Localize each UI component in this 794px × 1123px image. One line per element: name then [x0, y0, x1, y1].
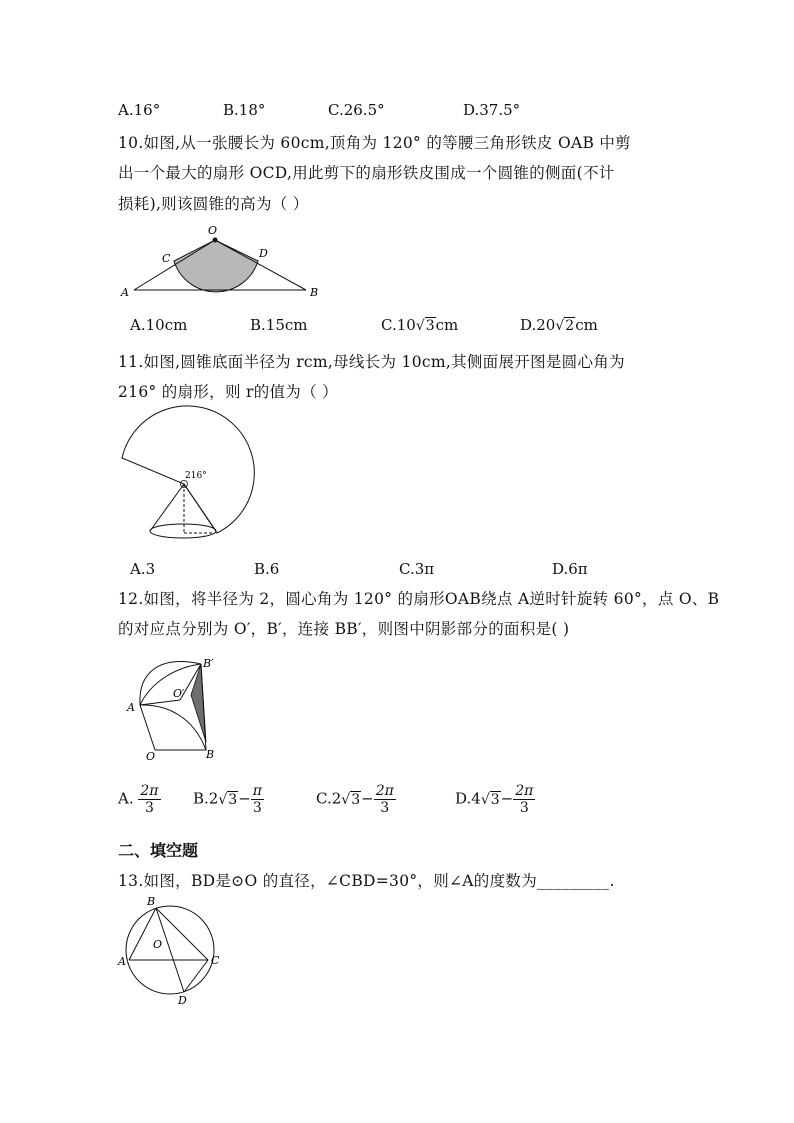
q12-label-b: B [206, 748, 215, 761]
q12-label-o: O [146, 750, 156, 763]
q9-option-c: C.26.5° [328, 101, 385, 119]
q11-angle-label: 216° [185, 471, 207, 481]
q9-option-d: D.37.5° [463, 101, 521, 119]
section-fill-in-title: 二、填空题 [118, 841, 199, 860]
q12-label-a: A [127, 701, 135, 714]
q12-option-d: D.4√3− $\frac{2\pi}{3}$ [455, 783, 534, 816]
q10-option-b: B.15cm [250, 316, 308, 334]
q13-text: 13.如图，BD是⊙O 的直径，∠CBD=30°，则∠A的度数为_________. [118, 872, 615, 890]
q12-option-a: A. $\frac{2\pi}{3}$ [118, 783, 159, 816]
q13-chord-cd [184, 960, 208, 992]
q10-option-a: A.10cm [130, 316, 188, 334]
q12-option-b: B.2√3− $\frac{\pi}{3}$ [193, 783, 262, 816]
q9-option-b: B.18° [223, 101, 266, 119]
q10-label-a: A [121, 286, 129, 299]
q10-text-line2: 出一个最大的扇形 OCD,用此剪下的扇形铁皮围成一个圆锥的侧面(不计 [118, 164, 615, 182]
q11-option-b: B.6 [254, 560, 280, 578]
q11-option-d: D.6π [552, 560, 588, 578]
q10-label-o: O [208, 224, 218, 237]
q10-text-line1: 10.如图,从一张腰长为 60cm,顶角为 120° 的等腰三角形铁皮 OAB 中剪 [118, 134, 631, 152]
q12-label-bprime: B′ [203, 657, 214, 670]
q13-label-a: A [118, 955, 126, 968]
q13-label-b: B [147, 895, 156, 908]
q13-chord-bc [156, 908, 208, 960]
q11-text-line2: 216° 的扇形，则 r的值为（ ） [118, 383, 338, 401]
q9-option-a: A.16° [118, 101, 161, 119]
q13-label-o: O [153, 938, 163, 951]
q10-label-d: D [259, 247, 268, 260]
q10-option-c: C.10√3cm [381, 316, 459, 334]
q13-label-c: C [211, 954, 220, 967]
q12-text-line1: 12.如图，将半径为 2，圆心角为 120° 的扇形OAB绕点 A逆时针旋转 60°，点 O、B [118, 590, 720, 608]
q10-option-d: D.20√2cm [520, 316, 598, 334]
q10-label-c: C [162, 252, 171, 265]
q12-text-line2: 的对应点分别为 O′，B′，连接 BB′，则图中阴影部分的面积是( ) [118, 620, 570, 638]
q10-label-b: B [310, 286, 319, 299]
q13-label-d: D [178, 994, 187, 1007]
q11-text-line1: 11.如图,圆锥底面半径为 rcm,母线长为 10cm,其侧面展开图是圆心角为 [118, 353, 625, 371]
q12-label-oprime: O′ [173, 687, 185, 700]
q10-text-line3: 损耗),则该圆锥的高为（ ） [118, 195, 309, 213]
q11-option-c: C.3π [399, 560, 435, 578]
q12-option-c: C.2√3− $\frac{2\pi}{3}$ [316, 783, 394, 816]
q11-option-a: A.3 [130, 560, 156, 578]
